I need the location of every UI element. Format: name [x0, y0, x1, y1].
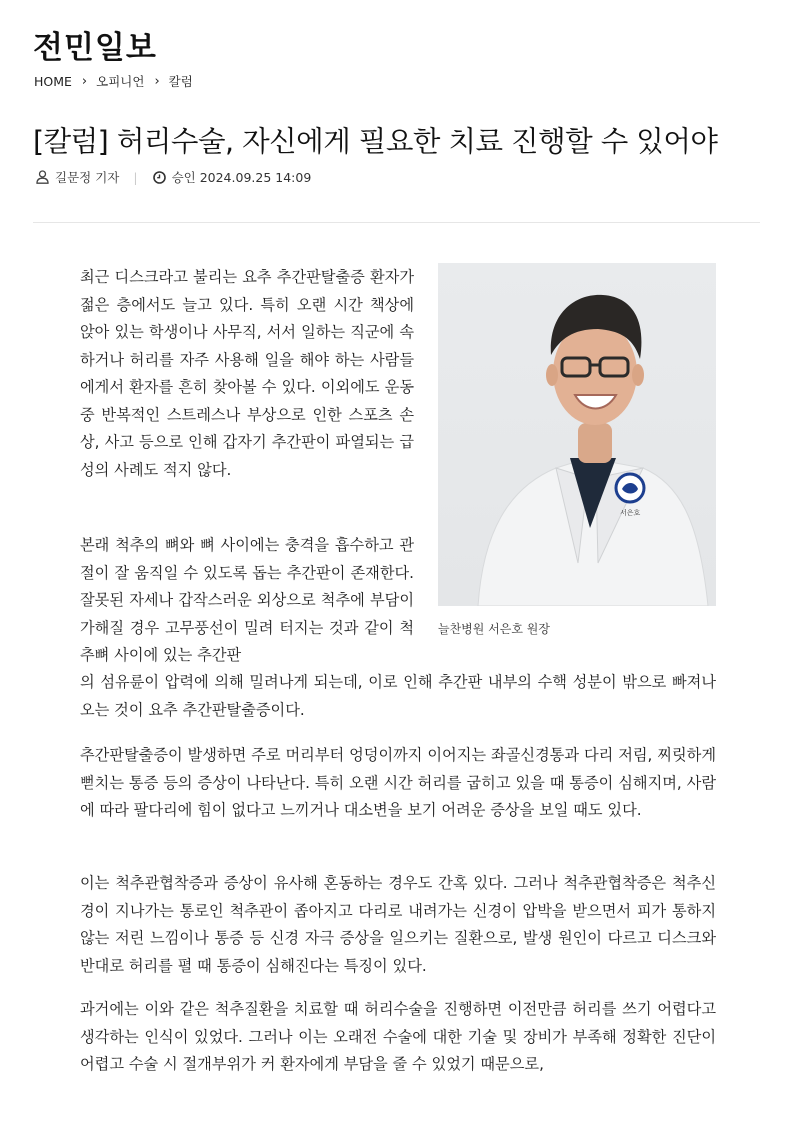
breadcrumb-home[interactable]: HOME [34, 73, 72, 89]
chevron-right-icon: › [81, 73, 88, 89]
author-name[interactable]: 길문정 기자 [55, 170, 120, 185]
header-divider [33, 222, 760, 223]
article-figure [438, 263, 716, 637]
photo-caption: 늘찬병원 서은호 원장 [438, 622, 550, 636]
doctor-photo [438, 263, 716, 606]
chevron-right-icon: › [154, 73, 160, 89]
breadcrumb-category[interactable]: 칼럼 [168, 74, 193, 89]
article-paragraph: 본래 척추의 뼈와 뼈 사이에는 충격을 흡수하고 관절이 잘 움직일 수 있도록 돕는 추간판이 존재한다. 잘못된 자세나 갑작스러운 외상으로 척추에 부담이 가해질 경우 고무풍선이 밀려 터지는 것과 같이 척추뼈 사이에 있는 추간판 [80, 536, 414, 664]
clock-icon [153, 171, 166, 184]
user-icon [36, 170, 49, 184]
article-paragraph: 최근 디스크라고 불리는 요추 추간판탈출증 환자가 젊은 층에서도 늘고 있다. 특히 오랜 시간 책상에 앉아 있는 학생이나 사무직, 서서 일하는 직군에 속하거나 허리를 자주 사용해 일을 해야 하는 사람들에게서 환자를 흔히 찾아볼 수 있다. 이외에도 운동 중 반복적인 스트레스나 부상으로 인한 스포츠 손상, 사고 등으로 인해 갑자기 추간판이 파열되는 급성의 사례도 적지 않다. [80, 268, 414, 479]
article-paragraph: 이는 척추관협착증과 증상이 유사해 혼동하는 경우도 간혹 있다. 그러나 척추관협착증은 척추신경이 지나가는 통로인 척추관이 좁아지고 다리로 내려가는 신경이 압박을 받으면서 피가 통하지 않는 저린 느낌이나 통증 등 신경 자극 증상을 일으키는 질환으로, 발생 원인이 다르고 디스크와 반대로 허리를 펼 때 통증이 심해진다는 특징이 있다. [80, 874, 716, 975]
article-paragraph: 의 섬유륜이 압력에 의해 밀려나게 되는데, 이로 인해 추간판 내부의 수핵 성분이 밖으로 빠져나오는 것이 요추 추간판탈출증이다. [80, 673, 716, 719]
breadcrumb-section[interactable]: 오피니언 [96, 74, 145, 89]
site-logo[interactable]: 전민일보 [33, 30, 157, 66]
article-paragraph: 과거에는 이와 같은 척추질환을 치료할 때 허리수술을 진행하면 이전만큼 허리를 쓰기 어렵다고 생각하는 인식이 있었다. 그러나 이는 오래전 수술에 대한 기술 및 장비가 부족해 정확한 진단이 어렵고 수술 시 절개부위가 커 환자에게 부담을 줄 수 있었기 때문으로, [80, 1000, 716, 1073]
meta-divider: | [133, 169, 138, 185]
article-paragraph: 추간판탈출증이 발생하면 주로 머리부터 엉덩이까지 이어지는 좌골신경통과 다리 저림, 찌릿하게 뻗치는 통증 등의 증상이 나타난다. 특히 오랜 시간 허리를 굽히고 있을 때 통증이 심해지며, 사람에 따라 팔다리에 힘이 없다고 느끼거나 대소변을 보기 어려운 증상을 보일 때도 있다. [80, 746, 716, 819]
article-title: [칼럼] 허리수술, 자신에게 필요한 치료 진행할 수 있어야 [33, 125, 718, 159]
breadcrumb [34, 72, 193, 90]
approval-datetime: 승인 2024.09.25 14:09 [171, 170, 312, 185]
svg-text:서은호: 서은호 [620, 509, 641, 517]
article-meta [36, 168, 311, 186]
